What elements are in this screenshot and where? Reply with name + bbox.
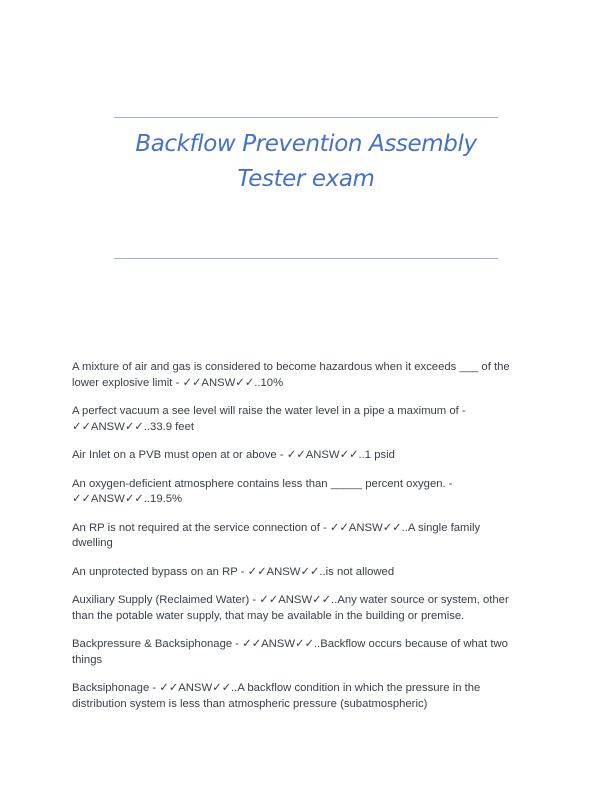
qa-text-line: dwelling bbox=[72, 537, 113, 549]
qa-text-line: A mixture of air and gas is considered to become hazardous when it exceeds ___ of the bbox=[72, 361, 510, 373]
qa-item bbox=[72, 477, 547, 508]
qa-text-line: Auxiliary Supply (Reclaimed Water) - ✓✓ANSW✓✓..Any water source or system, other bbox=[72, 594, 509, 606]
title-bottom-rule bbox=[114, 258, 498, 259]
qa-item bbox=[72, 565, 547, 581]
document-title bbox=[114, 127, 498, 197]
title-line-1: Backflow Prevention Assembly bbox=[135, 131, 477, 157]
qa-item bbox=[72, 593, 547, 624]
qa-text-line: An unprotected bypass on an RP - ✓✓ANSW✓✓..is not allowed bbox=[72, 565, 395, 578]
qa-text-line: ✓✓ANSW✓✓..19.5% bbox=[72, 493, 183, 505]
qa-item bbox=[72, 681, 547, 712]
title-line-2: Tester exam bbox=[237, 166, 375, 192]
qa-text-line: distribution system is less than atmospheric pressure (subatmospheric) bbox=[72, 697, 428, 710]
qa-text-line: Backpressure & Backsiphonage - ✓✓ANSW✓✓..Backflow occurs because of what two bbox=[72, 638, 508, 650]
question-answer-list bbox=[72, 360, 547, 725]
qa-item bbox=[72, 360, 547, 391]
qa-item bbox=[72, 521, 547, 552]
qa-item bbox=[72, 448, 547, 464]
qa-text-line: things bbox=[72, 653, 103, 666]
qa-text-line: lower explosive limit - ✓✓ANSW✓✓..10% bbox=[72, 376, 284, 389]
title-top-rule bbox=[114, 117, 498, 118]
qa-text-line: Air Inlet on a PVB must open at or above - ✓✓ANSW✓✓..1 psid bbox=[72, 449, 395, 461]
qa-text-line: A perfect vacuum a see level will raise the water level in a pipe a maximum of - bbox=[72, 405, 466, 417]
qa-text-line: An RP is not required at the service connection of - ✓✓ANSW✓✓..A single family bbox=[72, 521, 481, 534]
qa-text-line: Backsiphonage - ✓✓ANSW✓✓..A backflow condition in which the pressure in the bbox=[72, 682, 481, 694]
qa-text-line: than the potable water supply, that may be available in the building or premise. bbox=[72, 609, 465, 622]
qa-item bbox=[72, 404, 547, 435]
qa-text-line: ✓✓ANSW✓✓..33.9 feet bbox=[72, 420, 194, 433]
qa-item bbox=[72, 637, 547, 668]
qa-text-line: An oxygen-deficient atmosphere contains less than _____ percent oxygen. - bbox=[72, 477, 453, 490]
